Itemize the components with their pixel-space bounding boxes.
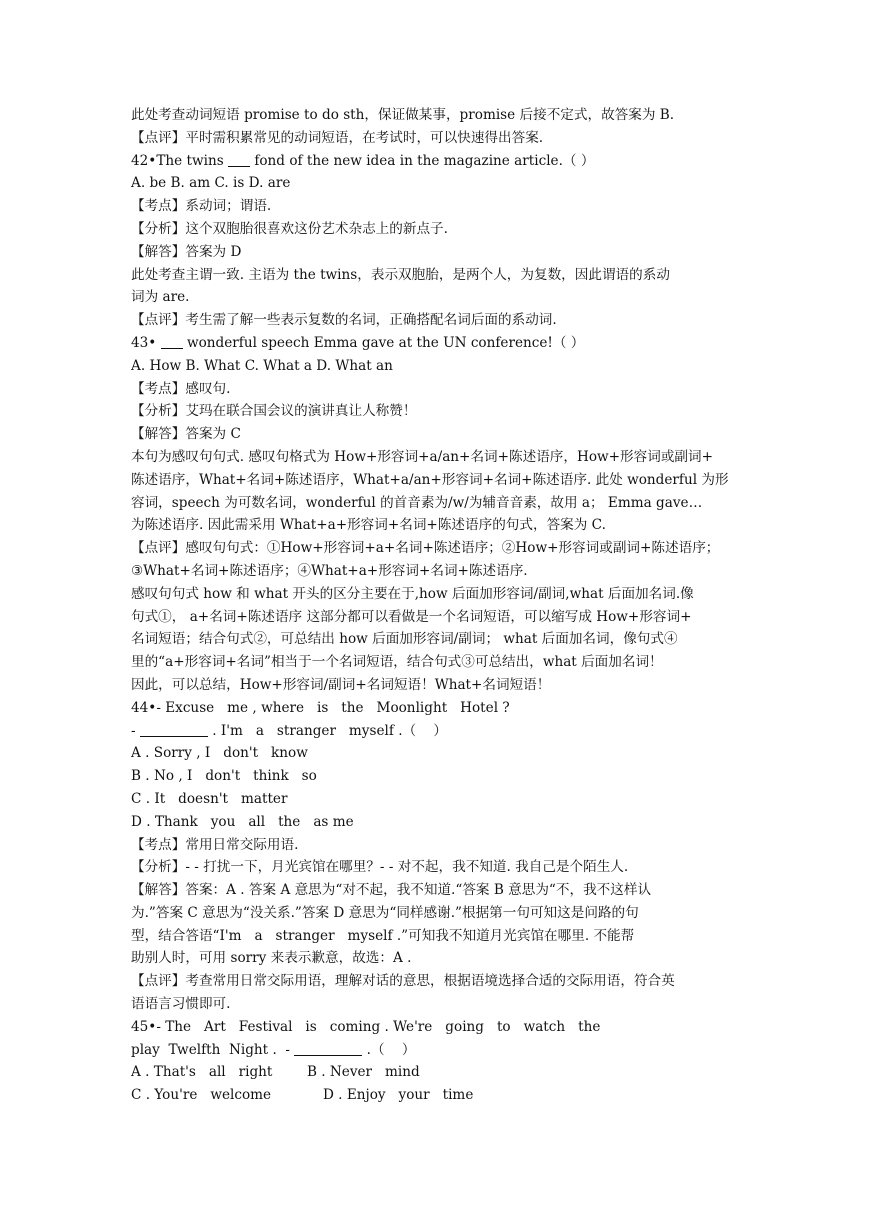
answer-blank — [228, 152, 250, 167]
option-c: C . It doesn't matter — [131, 790, 288, 807]
text-line: 容词，speech 为可数名词，wonderful 的首音素为/w/为辅音音素，故用 a； Emma gave… — [131, 494, 703, 511]
question-43: 43• wonderful speech Emma gave at the UN conference!（ ） — [131, 334, 585, 351]
question-42: 42•The twins fond of the new idea in the magazine article.（ ） — [131, 152, 595, 169]
answer-line: 【解答】答案：A . 答案 A 意思为“对不起，我不知道.“答案 B 意思为“不，我不这样认 — [131, 882, 652, 899]
question-42-options: A. be B. am C. is D. are — [131, 175, 291, 192]
question-45-continued: play Twelfth Night . - .（ ） — [131, 1041, 416, 1058]
kaodian-line: 【考点】系动词；谓语. — [131, 198, 272, 215]
question-45: 45•- The Art Festival is coming . We're going to watch the — [131, 1018, 601, 1035]
answer-blank — [294, 1041, 362, 1056]
text-line: 型，结合答语“I'm a stranger myself .”可知我不知道月光宾馆在哪里. 不能帮 — [131, 927, 635, 944]
text-line: 语语言习惯即可. — [131, 996, 231, 1013]
kaodian-line: 【考点】常用日常交际用语. — [131, 836, 299, 853]
text-line: 感叹句句式 how 和 what 开头的区分主要在于,how 后面加形容词/副词,what 后面加名词.像 — [131, 585, 694, 602]
comment-line: 【点评】平时需积累常见的动词短语，在考试时，可以快速得出答案. — [131, 129, 544, 146]
text-line: 此处考查主谓一致. 主语为 the twins，表示双胞胎，是两个人，为复数，因此谓语的系动 — [131, 266, 670, 283]
text-line: 句式①， a+名词+陈述语序 这部分都可以看做是一个名词短语，可以缩写成 How+形容词+ — [131, 608, 692, 625]
text-line: 因此，可以总结，How+形容词/副词+名词短语！What+名词短语！ — [131, 676, 551, 693]
options-ab: A . That's all right B . Never mind — [131, 1064, 420, 1081]
text-line: ③What+名词+陈述语序；④What+a+形容词+名词+陈述语序. — [131, 562, 528, 579]
option-d: D . Thank you all the as me — [131, 813, 354, 830]
text-line: 本句为感叹句句式. 感叹句格式为 How+形容词+a/an+名词+陈述语序，How+形容词或副词+ — [131, 448, 714, 465]
question-44-reply: - . I'm a stranger myself .（ ） — [131, 722, 448, 739]
comment-line: 【点评】感叹句句式：①How+形容词+a+名词+陈述语序；②How+形容词或副词+陈述语序； — [131, 540, 720, 557]
options-cd: C . You're welcome D . Enjoy your time — [131, 1087, 474, 1104]
text-line: 此处考查动词短语 promise to do sth，保证做某事，promise 后接不定式，故答案为 B. — [131, 107, 675, 123]
answer-blank — [161, 334, 183, 349]
text-line: 为.”答案 C 意思为“没关系.”答案 D 意思为“同样感谢.”根据第一句可知这是问路的句 — [131, 904, 639, 921]
comment-line: 【点评】考生需了解一些表示复数的名词，正确搭配名词后面的系动词. — [131, 312, 557, 329]
analysis-line: 【分析】这个双胞胎很喜欢这份艺术杂志上的新点子. — [131, 220, 448, 237]
document-page — [131, 104, 739, 1107]
option-b: B . No , I don't think so — [131, 768, 317, 785]
option-a: A . Sorry , I don't know — [131, 745, 308, 762]
answer-blank — [140, 722, 208, 737]
analysis-line: 【分析】- - 打扰一下，月光宾馆在哪里？- - 对不起，我不知道. 我自己是个陌生人. — [131, 859, 629, 876]
text-line: 助别人时，可用 sorry 来表示歉意，故选：A . — [131, 950, 412, 967]
question-44: 44•- Excuse me , where is the Moonlight Hotel ? — [131, 699, 510, 716]
text-line: 陈述语序，What+名词+陈述语序，What+a/an+形容词+名词+陈述语序. 此处 wonderful 为形 — [131, 471, 729, 488]
text-line: 里的“a+形容词+名词”相当于一个名词短语，结合句式③可总结出，what 后面加名词！ — [131, 654, 663, 671]
comment-line: 【点评】考查常用日常交际用语，理解对话的意思，根据语境选择合适的交际用语，符合英 — [131, 973, 675, 990]
text-line: 词为 are. — [131, 289, 190, 306]
answer-line: 【解答】答案为 C — [131, 426, 241, 443]
kaodian-line: 【考点】感叹句. — [131, 380, 231, 397]
text-line: 名词短语；结合句式②，可总结出 how 后面加形容词/副词； what 后面加名词，像句式④ — [131, 631, 678, 648]
question-43-options: A. How B. What C. What a D. What an — [131, 357, 393, 374]
answer-line: 【解答】答案为 D — [131, 243, 242, 260]
text-line: 为陈述语序. 因此需采用 What+a+形容词+名词+陈述语序的句式，答案为 C. — [131, 517, 606, 534]
analysis-line: 【分析】艾玛在联合国会议的演讲真让人称赞！ — [131, 403, 417, 420]
